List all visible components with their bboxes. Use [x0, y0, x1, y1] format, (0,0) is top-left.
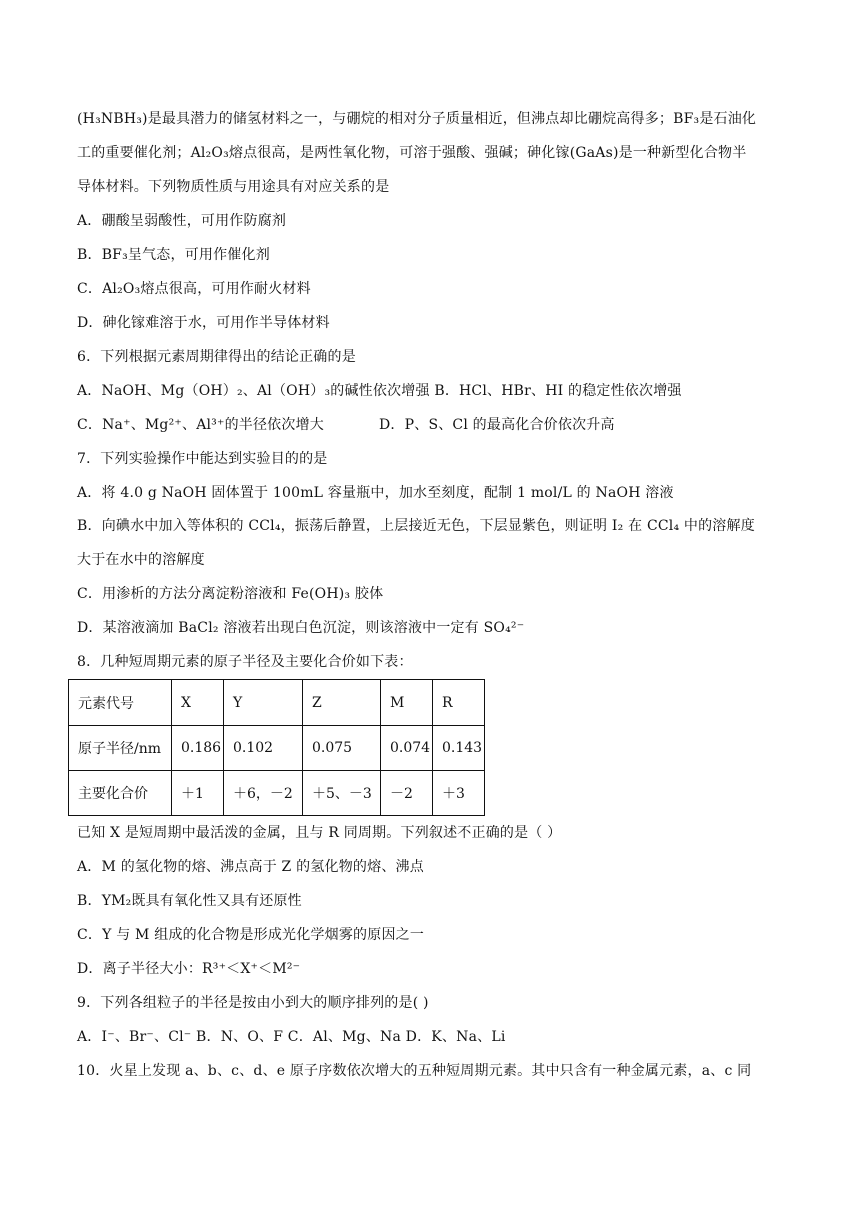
- q7-option-a: A．将 4.0 g NaOH 固体置于 100mL 容量瓶中，加水至刻度，配制 1 mol/L 的 NaOH 溶液: [77, 485, 674, 501]
- table-cell: Y: [224, 680, 303, 726]
- table-cell: 原子半径/nm: [69, 726, 172, 771]
- q5-option-a: A．硼酸呈弱酸性，可用作防腐剂: [77, 213, 287, 229]
- table-row: [69, 771, 485, 816]
- table-cell: X: [172, 680, 224, 726]
- q5-stem-line-2: 工的重要催化剂；Al₂O₃熔点很高，是两性氧化物，可溶于强酸、强碱；砷化镓(GaAs)是一种新型化合物半: [77, 145, 747, 161]
- q8-option-a: A．M 的氢化物的熔、沸点高于 Z 的氢化物的熔、沸点: [77, 859, 424, 875]
- q9-options: A．I⁻、Br⁻、Cl⁻ B．N、O、F C．Al、Mg、Na D．K、Na、Li: [77, 1029, 506, 1045]
- q7-option-c: C．用渗析的方法分离淀粉溶液和 Fe(OH)₃ 胶体: [77, 586, 384, 602]
- q8-option-c: C．Y 与 M 组成的化合物是形成光化学烟雾的原因之一: [77, 927, 425, 943]
- q8-condition: 已知 X 是短周期中最活泼的金属，且与 R 同周期。下列叙述不正确的是（ ）: [77, 825, 562, 841]
- q6-option-d: D．P、S、Cl 的最高化合价依次升高: [379, 417, 615, 433]
- q5-stem-line-3: 导体材料。下列物质性质与用途具有对应关系的是: [77, 179, 390, 195]
- table-cell: －2: [381, 771, 433, 816]
- table-cell: M: [381, 680, 433, 726]
- table-cell: Z: [303, 680, 381, 726]
- q10-stem: 10．火星上发现 a、b、c、d、e 原子序数依次增大的五种短周期元素。其中只含有一种金属元素，a、c 同: [77, 1063, 752, 1079]
- table-cell: ＋6，－2: [224, 771, 303, 816]
- q5-option-b: B．BF₃呈气态，可用作催化剂: [77, 247, 270, 263]
- table-cell: 0.186: [172, 726, 224, 771]
- q7-stem: 7．下列实验操作中能达到实验目的的是: [77, 451, 328, 467]
- table-cell: R: [433, 680, 485, 726]
- table-row: [69, 680, 485, 726]
- q8-option-d: D．离子半径大小：R³⁺＜X⁺＜M²⁻: [77, 961, 301, 977]
- q9-stem: 9．下列各组粒子的半径是按由小到大的顺序排列的是( ): [77, 995, 429, 1011]
- element-table: [68, 679, 485, 816]
- q5-option-c: C．Al₂O₃熔点很高，可用作耐火材料: [77, 281, 311, 297]
- table-row: [69, 726, 485, 771]
- q6-stem: 6．下列根据元素周期律得出的结论正确的是: [77, 349, 356, 365]
- table-cell: 0.074: [381, 726, 433, 771]
- table-cell: ＋5、－3: [303, 771, 381, 816]
- table-cell: 0.075: [303, 726, 381, 771]
- table-cell: 主要化合价: [69, 771, 172, 816]
- table-cell: 元素代号: [69, 680, 172, 726]
- q8-option-b: B．YM₂既具有氧化性又具有还原性: [77, 893, 302, 909]
- q5-option-d: D．砷化镓难溶于水，可用作半导体材料: [77, 315, 330, 331]
- q6-option-c: C．Na⁺、Mg²⁺、Al³⁺的半径依次增大: [77, 417, 324, 433]
- table-cell: 0.143: [433, 726, 485, 771]
- q6-options-ab: A．NaOH、Mg（OH）₂、Al（OH）₃的碱性依次增强 B．HCl、HBr、HI 的稳定性依次增强: [77, 383, 682, 399]
- q8-stem: 8．几种短周期元素的原子半径及主要化合价如下表：: [77, 654, 413, 670]
- q7-option-b-line-2: 大于在水中的溶解度: [77, 552, 205, 568]
- table-cell: ＋1: [172, 771, 224, 816]
- q7-option-b-line-1: B．向碘水中加入等体积的 CCl₄，振荡后静置，上层接近无色，下层显紫色，则证明 I₂ 在 CCl₄ 中的溶解度: [77, 518, 755, 534]
- table-cell: 0.102: [224, 726, 303, 771]
- q7-option-d: D．某溶液滴加 BaCl₂ 溶液若出现白色沉淀，则该溶液中一定有 SO₄²⁻: [77, 620, 525, 636]
- q5-stem-line-1: (H₃NBH₃)是最具潜力的储氢材料之一，与硼烷的相对分子质量相近，但沸点却比硼烷高得多；BF₃是石油化: [77, 111, 757, 127]
- table-cell: ＋3: [433, 771, 485, 816]
